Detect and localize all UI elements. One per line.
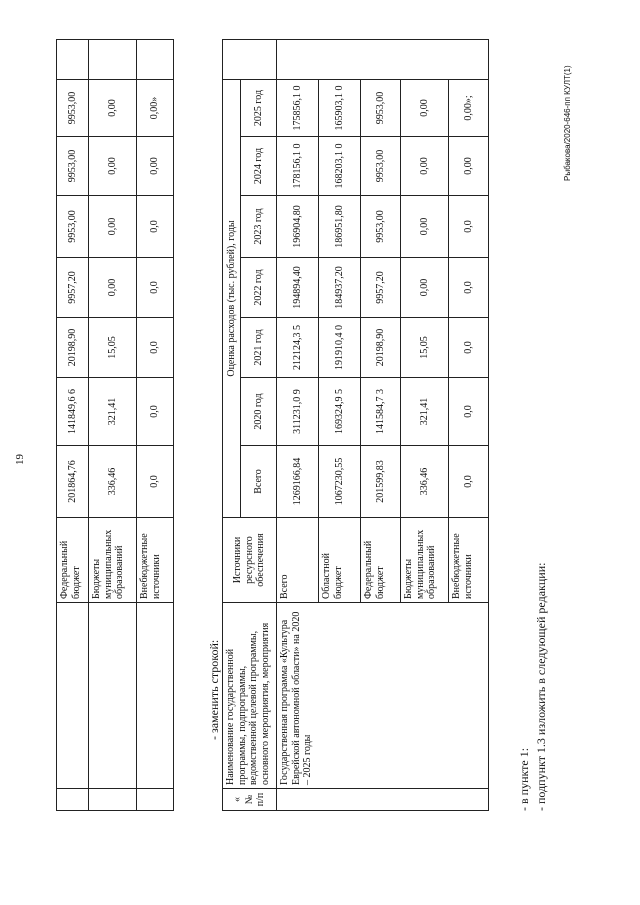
table-row [57,40,89,811]
source-cell: Бюджеты муниципальных образований [401,518,449,603]
value-cell: 0,00 [401,258,449,318]
value-cell: 9953,00 [57,80,89,137]
value-cell: 0,0 [449,258,489,318]
value-cell: 9953,00 [361,137,401,196]
value-cell: 0,00 [449,137,489,196]
value-cell: 0,00 [401,137,449,196]
value-cell: 0,0 [137,258,174,318]
value-cell: 321,41 [401,378,449,446]
value-cell: 196904,80 [277,196,319,258]
value-cell: 15,05 [401,318,449,378]
table-continuation [56,39,174,811]
source-cell: Внебюджетные источники [137,518,174,603]
header-num: № п/п [243,792,267,807]
table-row [277,39,319,810]
value-cell: 186951,80 [319,196,361,258]
header-year: 2022 год [241,258,277,318]
value-cell: 184937,20 [319,258,361,318]
header-year: 2020 год [241,378,277,446]
value-cell: 0,00»; [449,79,489,136]
num-cell [89,789,137,811]
source-cell: Федеральный бюджет [361,518,401,603]
num-cell [57,789,89,811]
value-cell: 20198,90 [57,318,89,378]
value-cell: 0,0 [137,196,174,258]
value-cell: 336,46 [89,446,137,518]
value-cell: 168203,1 0 [319,137,361,196]
value-cell: 0,00 [137,137,174,196]
num-cell [277,789,489,811]
value-cell: 165903,1 0 [319,79,361,136]
value-cell: 9957,20 [57,258,89,318]
value-cell: 0,0 [449,318,489,378]
value-cell: 141584,7 3 [361,378,401,446]
table-replacement [222,39,489,811]
value-cell: 9953,00 [57,196,89,258]
empty-cell [57,40,89,80]
value-cell: 9953,00 [361,196,401,258]
value-cell: 212124,3 5 [277,318,319,378]
caption-subpoint: - подпункт 1.3 изложить в следующей редакции: [534,562,548,811]
caption-point: - в пункте 1: [517,747,531,811]
empty-cell [277,39,489,79]
header-year: 2025 год [241,79,277,136]
value-cell: 0,0 [137,378,174,446]
value-cell: 178156,1 0 [277,137,319,196]
name-cell [57,603,89,789]
value-cell: 9953,00 [361,79,401,136]
header-row [223,39,241,810]
source-cell: Внебюджетные источники [449,518,489,603]
value-cell: 321,41 [89,378,137,446]
header-estimate: Оценка расходов (тыс. рублей), годы [223,79,241,517]
caption-replace: - заменить строкой: [207,639,221,740]
value-cell: 0,00 [89,80,137,137]
program-name: Государственная программа «Культура Еврейской автономной области» на 2020 – 2025 годы [277,603,489,789]
header-sources: Источники ресурсного обеспечения [223,518,277,603]
num-cell [137,789,174,811]
value-cell: 0,00 [401,79,449,136]
value-cell: 201599,83 [361,446,401,518]
value-cell: 201864,76 [57,446,89,518]
header-name: Наименование государственной программы, подпрограммы, ведомственной целевой программы, основного мероприятия, мероприятия [223,603,277,789]
value-cell: 20198,90 [361,318,401,378]
source-cell: Областной бюджет [319,518,361,603]
value-cell: 311231,0 9 [277,378,319,446]
value-cell: 0,00 [89,196,137,258]
header-year: Всего [241,446,277,518]
page-number: 19 [14,454,26,465]
value-cell: 0,0 [449,446,489,518]
value-cell: 9953,00 [57,137,89,196]
value-cell: 1067230,55 [319,446,361,518]
footer-reference: Рыбакова/2020-646-пп КУЛТ(1) [563,65,572,181]
source-cell: Всего [277,518,319,603]
value-cell: 141849,6 6 [57,378,89,446]
header-num-cell [223,789,277,811]
name-cell [137,603,174,789]
value-cell: 0,0 [449,196,489,258]
empty-cell [89,40,137,80]
value-cell: 191910,4 0 [319,318,361,378]
header-year: 2024 год [241,137,277,196]
source-cell: Бюджеты муниципальных образований [89,518,137,603]
empty-cell [223,39,277,79]
value-cell: 0,0 [137,318,174,378]
value-cell: 0,0 [137,446,174,518]
value-cell: 169324,9 5 [319,378,361,446]
header-year: 2023 год [241,196,277,258]
num-mark: « [232,797,244,802]
value-cell: 9957,20 [361,258,401,318]
table-row [137,40,174,811]
value-cell: 175856,1 0 [277,79,319,136]
value-cell: 0,00» [137,80,174,137]
value-cell: 0,0 [449,378,489,446]
header-year: 2021 год [241,318,277,378]
value-cell: 0,00 [89,137,137,196]
value-cell: 0,00 [89,258,137,318]
value-cell: 15,05 [89,318,137,378]
table-row [89,40,137,811]
empty-cell [137,40,174,80]
name-cell [89,603,137,789]
source-cell: Федеральный бюджет [57,518,89,603]
value-cell: 1269166,84 [277,446,319,518]
value-cell: 336,46 [401,446,449,518]
value-cell: 0,00 [401,196,449,258]
value-cell: 194894,40 [277,258,319,318]
